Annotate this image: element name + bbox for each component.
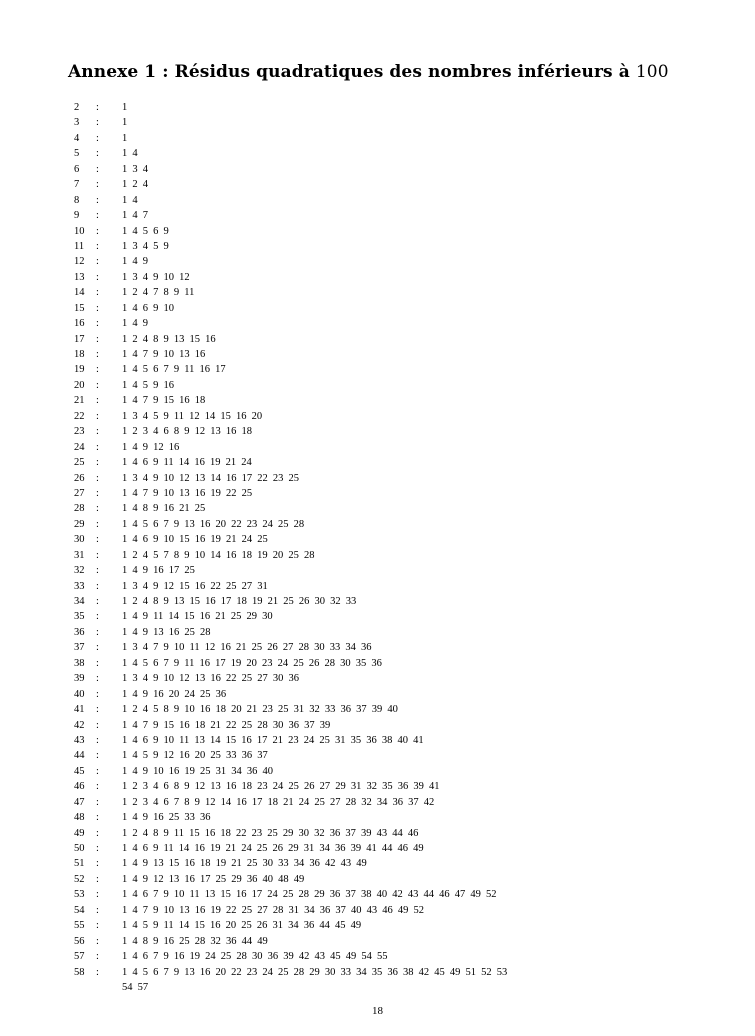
residues-list: 1 4 7 9 10 13 16 <box>122 349 206 360</box>
modulus-number: 43 <box>74 734 85 746</box>
residue-row <box>0 378 755 393</box>
separator-colon: : <box>96 734 99 746</box>
modulus-number: 18 <box>74 349 85 360</box>
separator-colon: : <box>96 688 99 700</box>
residue-row <box>0 563 755 578</box>
residue-row <box>0 826 755 841</box>
residue-row <box>0 625 755 640</box>
modulus-number: 57 <box>74 951 85 963</box>
residue-row <box>0 795 755 810</box>
residues-list: 1 2 4 <box>122 179 148 191</box>
residues-list: 1 3 4 9 12 15 16 22 25 27 31 <box>122 580 268 592</box>
modulus-number: 55 <box>74 920 85 932</box>
residue-row <box>0 872 755 887</box>
residue-row <box>0 100 755 115</box>
modulus-number: 36 <box>74 626 85 638</box>
residue-row <box>0 934 755 949</box>
residues-list: 1 2 4 7 8 9 11 <box>122 287 195 299</box>
residue-row <box>0 718 755 733</box>
residue-row <box>0 748 755 763</box>
modulus-number: 47 <box>74 796 85 808</box>
residues-list: 1 3 4 9 10 12 <box>122 271 190 283</box>
separator-colon: : <box>96 395 99 407</box>
separator-colon: : <box>96 271 99 283</box>
residues-list: 1 2 4 8 9 13 15 16 <box>122 333 216 345</box>
residues-list: 1 2 3 4 6 7 8 9 12 14 16 17 18 21 24 25 27 28 32 34 36 37 42 <box>122 796 435 808</box>
residue-row <box>0 224 755 239</box>
residue-row <box>0 918 755 933</box>
residues-list: 1 4 7 9 10 13 16 19 22 25 <box>122 487 253 499</box>
residue-row <box>0 501 755 516</box>
modulus-number: 41 <box>74 704 85 716</box>
residue-row <box>0 733 755 748</box>
residue-row <box>0 193 755 208</box>
residue-row <box>0 810 755 825</box>
separator-colon: : <box>96 225 99 237</box>
separator-colon: : <box>96 796 99 808</box>
residues-list: 1 4 9 <box>122 318 148 330</box>
residues-list: 1 4 9 <box>122 256 148 268</box>
separator-colon: : <box>96 240 99 252</box>
modulus-number: 8 <box>74 194 80 206</box>
residues-list: 1 4 5 9 16 <box>122 379 174 391</box>
page-number: 18 <box>372 1005 383 1017</box>
separator-colon: : <box>96 642 99 654</box>
separator-colon: : <box>96 148 99 160</box>
modulus-number: 9 <box>74 210 80 222</box>
separator-colon: : <box>96 472 99 484</box>
separator-colon: : <box>96 379 99 391</box>
residue-row <box>0 671 755 686</box>
modulus-number: 23 <box>74 426 85 438</box>
separator-colon: : <box>96 935 99 947</box>
residue-list <box>0 100 755 995</box>
separator-colon: : <box>96 812 99 824</box>
modulus-number: 27 <box>74 487 85 499</box>
residue-row <box>0 517 755 532</box>
modulus-number: 22 <box>74 410 85 422</box>
modulus-number: 37 <box>74 642 85 654</box>
residue-row <box>0 162 755 177</box>
separator-colon: : <box>96 179 99 191</box>
modulus-number: 4 <box>74 132 80 144</box>
residues-list: 1 <box>122 117 128 129</box>
residues-list: 1 3 4 5 9 <box>122 240 169 252</box>
residue-row <box>0 594 755 609</box>
residue-row <box>0 393 755 408</box>
modulus-number: 11 <box>74 240 85 252</box>
residues-list: 1 <box>122 132 128 144</box>
title-number: 100 <box>635 62 669 82</box>
separator-colon: : <box>96 765 99 777</box>
modulus-number: 39 <box>74 673 85 685</box>
separator-colon: : <box>96 750 99 762</box>
residue-row <box>0 239 755 254</box>
residue-row <box>0 332 755 347</box>
modulus-number: 6 <box>74 163 80 175</box>
residues-list: 1 4 7 <box>122 210 148 222</box>
separator-colon: : <box>96 457 99 469</box>
residue-row <box>0 779 755 794</box>
modulus-number: 15 <box>74 302 85 314</box>
residue-row <box>0 887 755 902</box>
separator-colon: : <box>96 534 99 546</box>
separator-colon: : <box>96 858 99 870</box>
residues-list: 1 2 4 5 7 8 9 10 14 16 18 19 20 25 28 <box>122 549 315 561</box>
residue-row <box>0 764 755 779</box>
separator-colon: : <box>96 102 99 113</box>
separator-colon: : <box>96 966 99 978</box>
residues-list: 1 3 4 5 9 11 12 14 15 16 20 <box>122 410 263 422</box>
separator-colon: : <box>96 565 99 577</box>
separator-colon: : <box>96 287 99 299</box>
modulus-number: 16 <box>74 318 85 330</box>
residues-list: 1 3 4 9 10 12 13 16 22 25 27 30 36 <box>122 673 299 685</box>
residues-list: 1 4 9 16 17 25 <box>122 565 195 577</box>
residues-list: 1 <box>122 102 128 113</box>
residues-list-continued: 54 57 <box>122 981 149 993</box>
residue-row <box>0 177 755 192</box>
residues-list: 1 2 4 8 9 13 15 16 17 18 19 21 25 26 30 32 33 <box>122 596 357 607</box>
modulus-number: 19 <box>74 364 85 376</box>
residues-list: 1 4 6 9 10 <box>122 302 174 314</box>
residues-list: 1 4 5 6 7 9 13 16 20 22 23 24 25 28 <box>122 518 305 530</box>
residue-row <box>0 115 755 130</box>
residues-list: 1 4 9 13 16 25 28 <box>122 626 211 638</box>
separator-colon: : <box>96 518 99 530</box>
separator-colon: : <box>96 580 99 592</box>
residues-list: 1 4 9 12 13 16 17 25 29 36 40 48 49 <box>122 873 305 885</box>
separator-colon: : <box>96 117 99 129</box>
modulus-number: 38 <box>74 657 85 669</box>
residues-list: 1 4 7 9 15 16 18 21 22 25 28 30 36 37 39 <box>122 719 331 731</box>
residues-list: 1 4 6 9 11 14 16 19 21 24 25 26 29 31 34 36 39 41 44 46 49 <box>122 843 424 854</box>
separator-colon: : <box>96 611 99 623</box>
residue-row <box>0 455 755 470</box>
residue-row <box>0 841 755 856</box>
residue-row <box>0 609 755 624</box>
residue-row <box>0 903 755 918</box>
separator-colon: : <box>96 827 99 839</box>
residues-list: 1 4 5 9 12 16 20 25 33 36 37 <box>122 750 268 762</box>
separator-colon: : <box>96 904 99 916</box>
residue-row <box>0 949 755 964</box>
modulus-number: 5 <box>74 148 80 160</box>
separator-colon: : <box>96 596 99 607</box>
residues-list: 1 4 <box>122 148 138 160</box>
residues-list: 1 4 5 6 7 9 13 16 20 22 23 24 25 28 29 30 33 34 35 36 38 42 45 49 51 52 53 <box>122 966 508 978</box>
separator-colon: : <box>96 503 99 515</box>
residues-list: 1 2 3 4 6 8 9 12 13 16 18 23 24 25 26 27 29 31 32 35 36 39 41 <box>122 781 440 793</box>
page-title <box>68 62 669 82</box>
modulus-number: 2 <box>74 102 80 113</box>
residue-row <box>0 486 755 501</box>
residue-row <box>0 362 755 377</box>
residue-row <box>0 146 755 161</box>
separator-colon: : <box>96 626 99 638</box>
modulus-number: 17 <box>74 333 85 345</box>
residues-list: 1 4 5 9 11 14 15 16 20 25 26 31 34 36 44 45 49 <box>122 920 362 932</box>
separator-colon: : <box>96 256 99 268</box>
modulus-number: 13 <box>74 271 85 283</box>
modulus-number: 7 <box>74 179 80 191</box>
residues-list: 1 2 4 8 9 11 15 16 18 22 23 25 29 30 32 36 37 39 43 44 46 <box>122 827 419 839</box>
residues-list: 1 4 6 7 9 16 19 24 25 28 30 36 39 42 43 45 49 54 55 <box>122 951 388 963</box>
separator-colon: : <box>96 302 99 314</box>
modulus-number: 42 <box>74 719 85 731</box>
residues-list: 1 4 5 6 7 9 11 16 17 19 20 23 24 25 26 28 30 35 36 <box>122 657 382 669</box>
modulus-number: 20 <box>74 379 85 391</box>
residue-row <box>0 687 755 702</box>
modulus-number: 35 <box>74 611 85 623</box>
residue-row <box>0 270 755 285</box>
residues-list: 1 4 <box>122 194 138 206</box>
separator-colon: : <box>96 333 99 345</box>
residue-row <box>0 702 755 717</box>
residue-row <box>0 285 755 300</box>
modulus-number: 21 <box>74 395 85 407</box>
residue-row <box>0 579 755 594</box>
modulus-number: 29 <box>74 518 85 530</box>
modulus-number: 40 <box>74 688 85 700</box>
residue-row <box>0 208 755 223</box>
residues-list: 1 4 6 7 9 10 11 13 15 16 17 24 25 28 29 36 37 38 40 42 43 44 46 47 49 52 <box>122 889 497 901</box>
title-text: Annexe 1 : Résidus quadratiques des nombres inférieurs à <box>68 62 630 82</box>
residue-row <box>0 532 755 547</box>
separator-colon: : <box>96 843 99 854</box>
separator-colon: : <box>96 673 99 685</box>
residue-row <box>0 640 755 655</box>
residues-list: 1 4 5 6 7 9 11 16 17 <box>122 364 226 376</box>
modulus-number: 33 <box>74 580 85 592</box>
modulus-number: 45 <box>74 765 85 777</box>
separator-colon: : <box>96 441 99 453</box>
modulus-number: 48 <box>74 812 85 824</box>
separator-colon: : <box>96 349 99 360</box>
modulus-number: 34 <box>74 596 85 607</box>
residues-list: 1 4 6 9 10 15 16 19 21 24 25 <box>122 534 268 546</box>
residues-list: 1 4 9 16 20 24 25 36 <box>122 688 227 700</box>
residues-list: 1 3 4 7 9 10 11 12 16 21 25 26 27 28 30 33 34 36 <box>122 642 372 654</box>
modulus-number: 46 <box>74 781 85 793</box>
residue-row <box>0 424 755 439</box>
modulus-number: 31 <box>74 549 85 561</box>
modulus-number: 50 <box>74 843 85 854</box>
separator-colon: : <box>96 719 99 731</box>
separator-colon: : <box>96 549 99 561</box>
residues-list: 1 4 7 9 15 16 18 <box>122 395 206 407</box>
separator-colon: : <box>96 920 99 932</box>
residues-list: 1 3 4 <box>122 163 148 175</box>
residues-list: 1 3 4 9 10 12 13 14 16 17 22 23 25 <box>122 472 299 484</box>
separator-colon: : <box>96 163 99 175</box>
residues-list: 1 4 6 9 11 14 16 19 21 24 <box>122 457 252 469</box>
residues-list: 1 4 5 6 9 <box>122 225 169 237</box>
modulus-number: 54 <box>74 904 85 916</box>
separator-colon: : <box>96 873 99 885</box>
modulus-number: 24 <box>74 441 85 453</box>
modulus-number: 49 <box>74 827 85 839</box>
separator-colon: : <box>96 318 99 330</box>
modulus-number: 30 <box>74 534 85 546</box>
residue-row <box>0 347 755 362</box>
residue-row <box>0 548 755 563</box>
separator-colon: : <box>96 951 99 963</box>
modulus-number: 25 <box>74 457 85 469</box>
residues-list: 1 4 6 9 10 11 13 14 15 16 17 21 23 24 25 31 35 36 38 40 41 <box>122 734 424 746</box>
modulus-number: 56 <box>74 935 85 947</box>
modulus-number: 32 <box>74 565 85 577</box>
separator-colon: : <box>96 410 99 422</box>
residues-list: 1 4 7 9 10 13 16 19 22 25 27 28 31 34 36 37 40 43 46 49 52 <box>122 904 424 916</box>
modulus-number: 28 <box>74 503 85 515</box>
modulus-number: 14 <box>74 287 85 299</box>
modulus-number: 10 <box>74 225 85 237</box>
separator-colon: : <box>96 889 99 901</box>
residues-list: 1 2 3 4 6 8 9 12 13 16 18 <box>122 426 252 438</box>
residue-row <box>0 131 755 146</box>
residue-row <box>0 316 755 331</box>
residues-list: 1 4 9 16 25 33 36 <box>122 812 211 824</box>
separator-colon: : <box>96 132 99 144</box>
modulus-number: 58 <box>74 966 85 978</box>
residue-row <box>0 440 755 455</box>
residue-row <box>0 254 755 269</box>
residue-row <box>0 471 755 486</box>
residue-row <box>0 301 755 316</box>
residues-list: 1 4 8 9 16 21 25 <box>122 503 206 515</box>
modulus-number: 52 <box>74 873 85 885</box>
modulus-number: 51 <box>74 858 85 870</box>
residues-list: 1 4 9 12 16 <box>122 441 180 453</box>
separator-colon: : <box>96 657 99 669</box>
residues-list: 1 4 8 9 16 25 28 32 36 44 49 <box>122 935 268 947</box>
residue-row <box>0 656 755 671</box>
separator-colon: : <box>96 487 99 499</box>
residue-row <box>0 409 755 424</box>
residue-row-continuation <box>0 980 755 995</box>
modulus-number: 3 <box>74 117 80 129</box>
modulus-number: 53 <box>74 889 85 901</box>
modulus-number: 44 <box>74 750 85 762</box>
modulus-number: 26 <box>74 472 85 484</box>
residues-list: 1 2 4 5 8 9 10 16 18 20 21 23 25 31 32 33 36 37 39 40 <box>122 704 398 716</box>
separator-colon: : <box>96 704 99 716</box>
residues-list: 1 4 9 13 15 16 18 19 21 25 30 33 34 36 42 43 49 <box>122 858 367 870</box>
separator-colon: : <box>96 781 99 793</box>
separator-colon: : <box>96 194 99 206</box>
residue-row <box>0 856 755 871</box>
modulus-number: 12 <box>74 256 85 268</box>
residue-row <box>0 965 755 980</box>
separator-colon: : <box>96 364 99 376</box>
residues-list: 1 4 9 10 16 19 25 31 34 36 40 <box>122 765 273 777</box>
separator-colon: : <box>96 210 99 222</box>
separator-colon: : <box>96 426 99 438</box>
residues-list: 1 4 9 11 14 15 16 21 25 29 30 <box>122 611 273 623</box>
